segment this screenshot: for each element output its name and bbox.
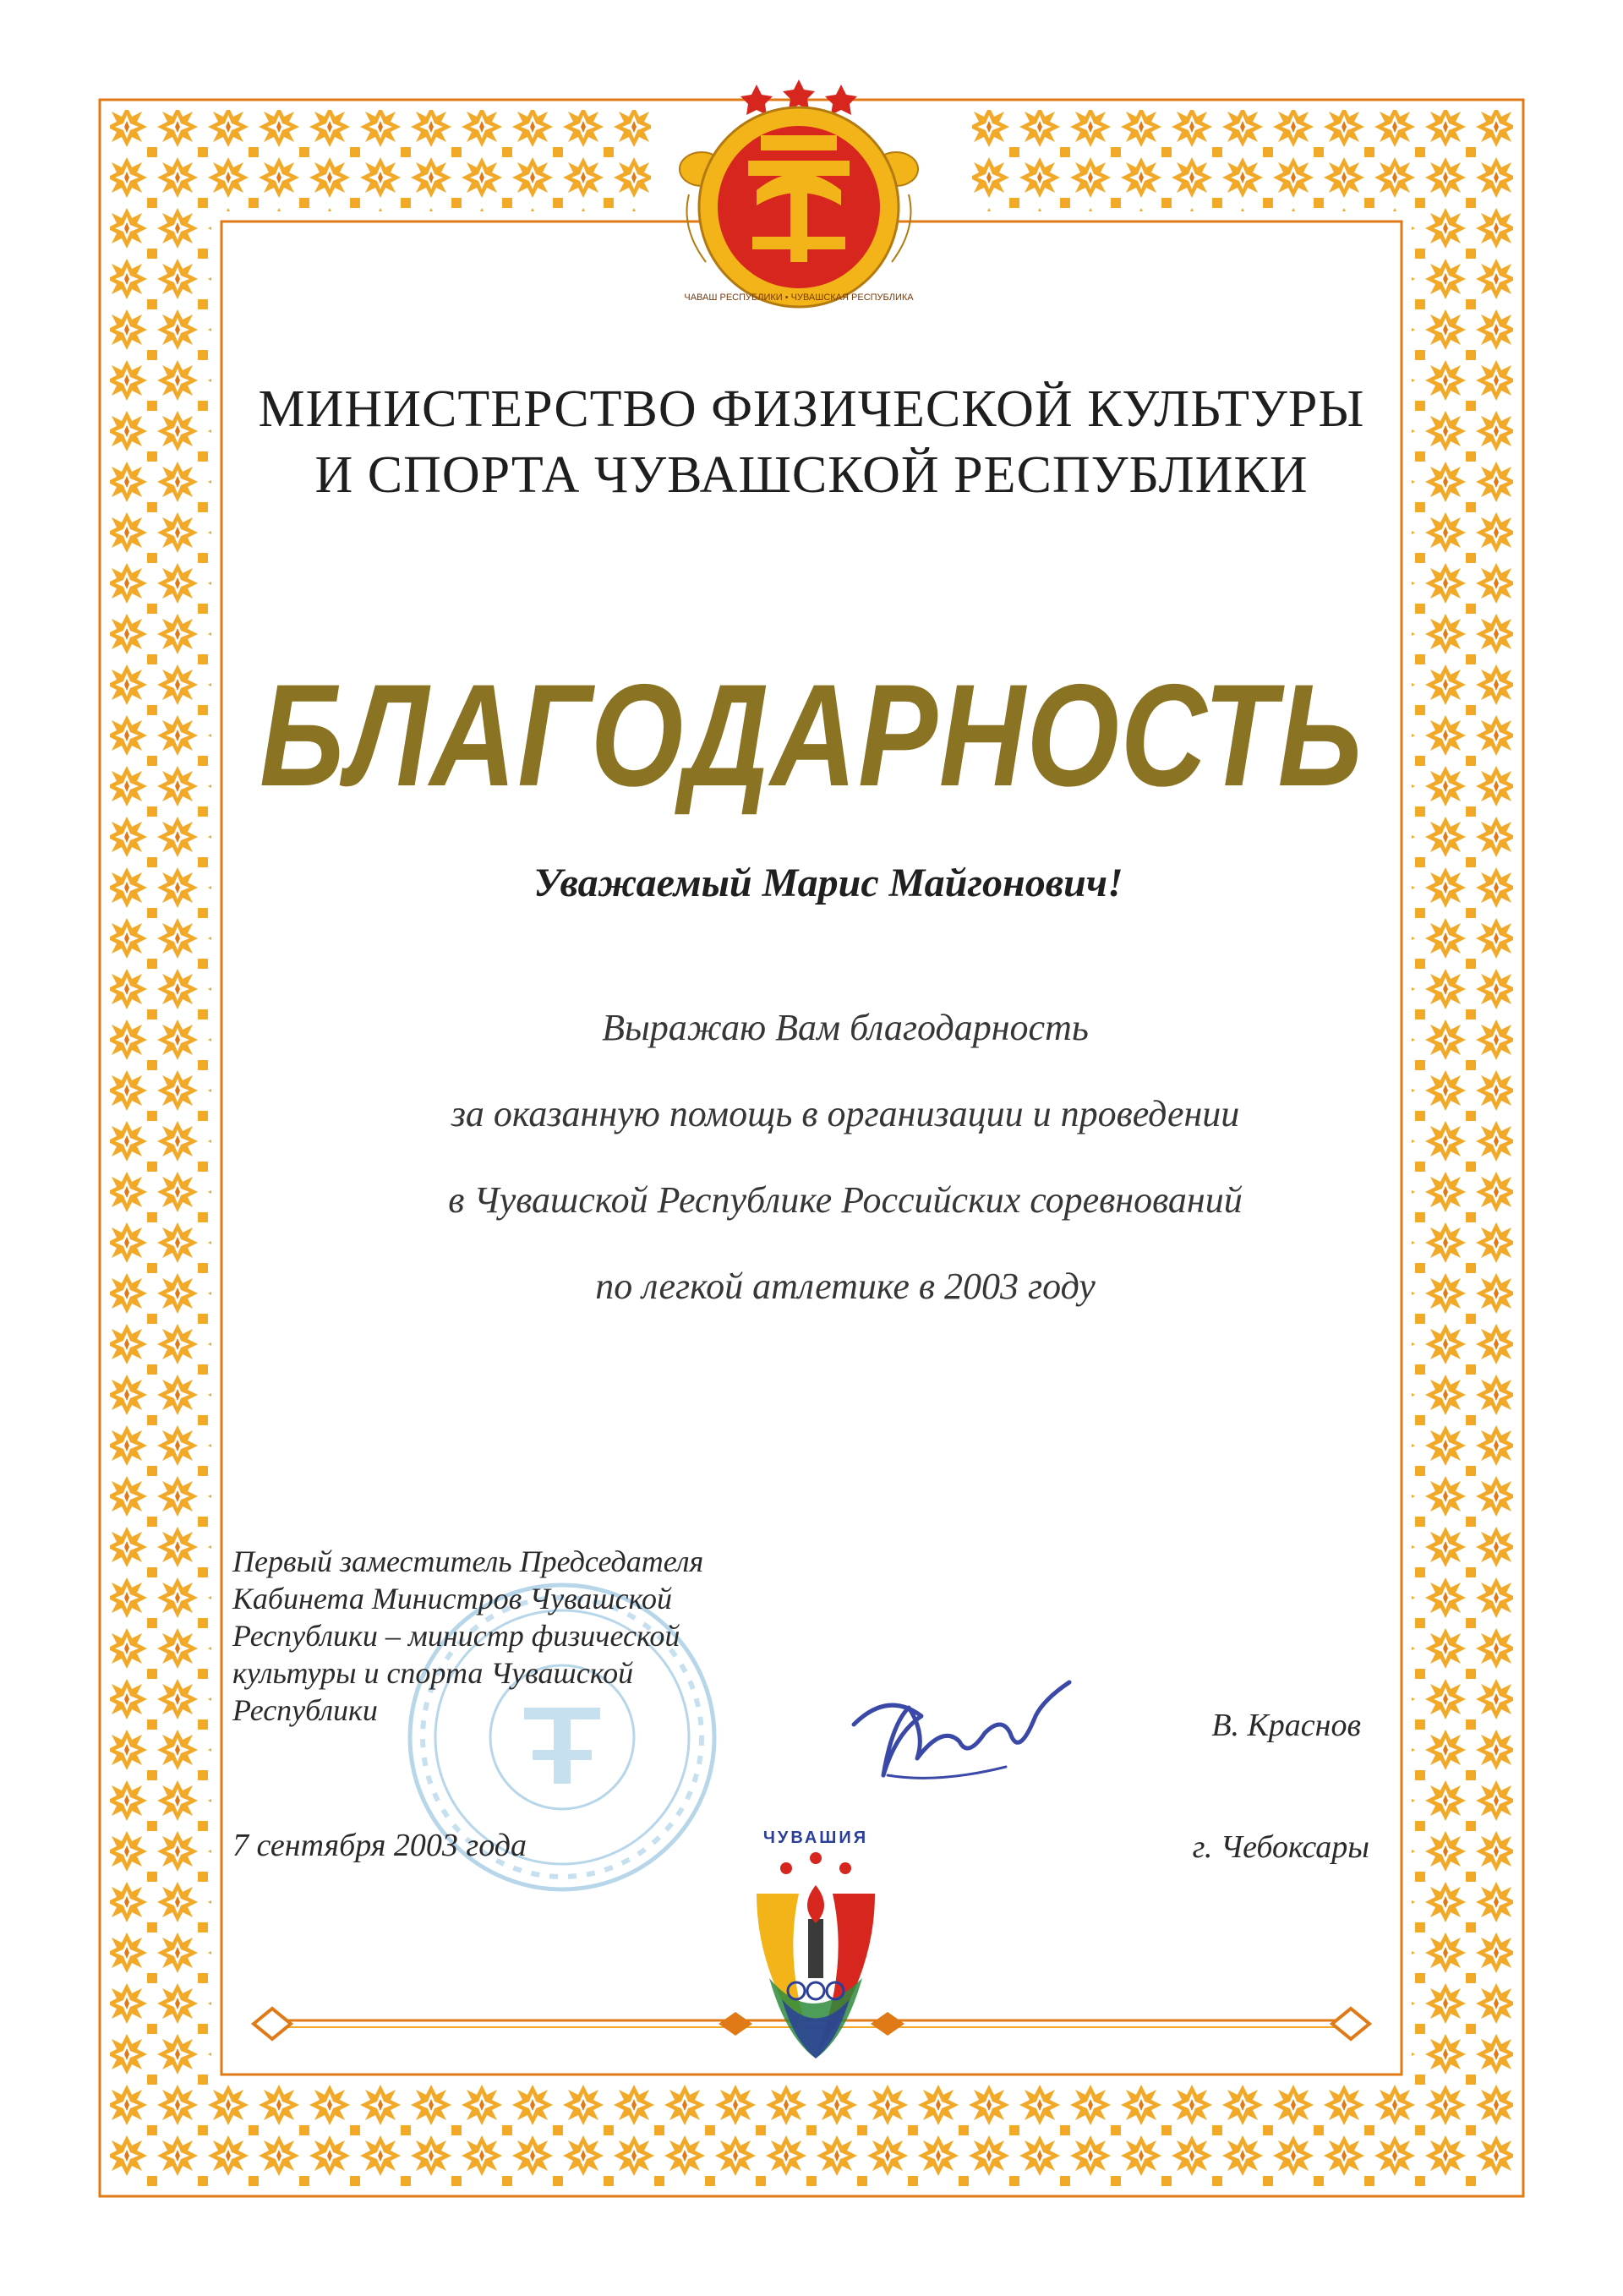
signer-name: В. Краснов [1211,1708,1361,1743]
issue-city: г. Чебоксары [1192,1829,1369,1865]
signatory-position-line-4: культуры и спорта Чувашской [232,1656,634,1690]
ministry-name [0,376,1623,508]
signatory-position-line-2: Кабинета Министров Чувашской [232,1582,673,1615]
signatory-position-line-3: Республики – министр физической [232,1619,680,1653]
signatory-position-line-5: Республики [232,1693,378,1727]
salutation: Уважаемый Марис Майгонович! [533,861,1123,905]
issue-date: 7 сентября 2003 года [232,1828,527,1863]
signatory-position [232,1543,807,1729]
body-line-2: за оказанную помощь в организации и проведении [451,1093,1240,1134]
ministry-name-line-1: МИНИСТЕРСТВО ФИЗИЧЕСКОЙ КУЛЬТУРЫ [258,380,1365,438]
body-line-4: по легкой атлетике в 2003 году [595,1266,1096,1307]
ministry-name-line-2: И СПОРТА ЧУВАШСКОЙ РЕСПУБЛИКИ [314,446,1309,504]
chuvash-coat-of-arms-icon [655,68,943,330]
handwritten-signature-icon [837,1674,1090,1801]
document-title: БЛАГОДАРНОСТЬ [259,654,1364,817]
olympic-torch-logo-icon [735,1818,896,2071]
sport-logo-text: ЧУВАШИЯ [762,1829,869,1847]
body-line-1: Выражаю Вам благодарность [602,1007,1089,1048]
signatory-position-line-1: Первый заместитель Председателя [232,1544,704,1578]
emblem-ring-text: ЧАВАШ РЕСПУБЛИКИ • ЧУВАШСКАЯ РЕСПУБЛИКА [684,292,914,303]
body-line-3: в Чувашской Республике Российских соревнований [448,1179,1243,1221]
